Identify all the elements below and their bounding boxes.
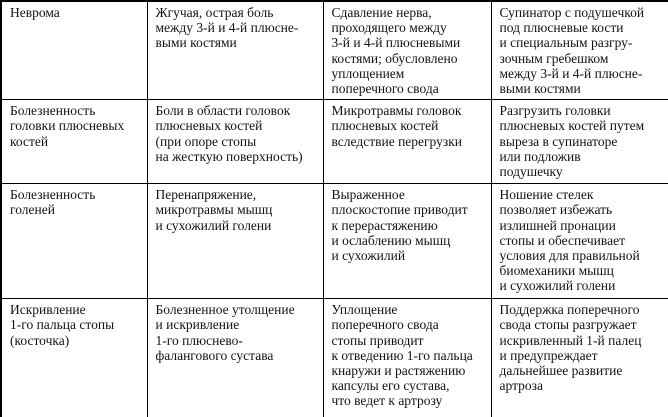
- table-cell: Супинатор с подушечкой под плюсневые кости и специальным разгру- зочным гребешком между 3-й и 4-й плюсне- выми костями: [491, 1, 668, 100]
- table-cell: Перенапряжение, микротравмы мышц и сухожилий голени: [147, 184, 323, 299]
- table-cell: Поддержка поперечного свода стопы разгружает искривленный 1-й палец и предупреждает дальнейшее развитие артроза: [491, 299, 668, 417]
- table-row: [1, 1, 668, 100]
- table-cell: Болезненность голеней: [1, 184, 147, 299]
- table-cell: Микротравмы головок плюсневых костей вследствие перегрузки: [323, 100, 491, 184]
- table-row: [1, 184, 668, 299]
- table-cell: Выраженное плоскостопие приводит к перерастяжению и ослаблению мышц и сухожилий: [323, 184, 491, 299]
- table-cell: Искривление 1-го пальца стопы (косточка): [1, 299, 147, 417]
- table-row: [1, 299, 668, 417]
- table-cell: Болезненность головки плюсневых костей: [1, 100, 147, 184]
- table-cell: Ношение стелек позволяет избежать излишней пронации стопы и обеспечивает условия для правильной биомеханики мышц и сухожилий голени: [491, 184, 668, 299]
- table-cell: Болезненное утолщение и искривление 1-го плюснево- фалангового сустава: [147, 299, 323, 417]
- table-cell: Неврома: [1, 1, 147, 100]
- table-cell: Разгрузить головки плюсневых костей путем выреза в супинаторе или подложив подушечку: [491, 100, 668, 184]
- table-cell: Боли в области головок плюсневых костей (при опоре стопы на жесткую поверхность): [147, 100, 323, 184]
- table-cell: Уплощение поперечного свода стопы приводит к отведению 1-го пальца кнаружи и растяжению капсулы его сустава, что ведет к артрозу: [323, 299, 491, 417]
- table-cell: Жгучая, острая боль между 3-й и 4-й плюсне- выми костями: [147, 1, 323, 100]
- table-body: [1, 1, 668, 417]
- table-row: [1, 100, 668, 184]
- table-cell: Сдавление нерва, проходящего между 3-й и 4-й плюсневыми костями; обусловлено уплощением поперечного свода: [323, 1, 491, 100]
